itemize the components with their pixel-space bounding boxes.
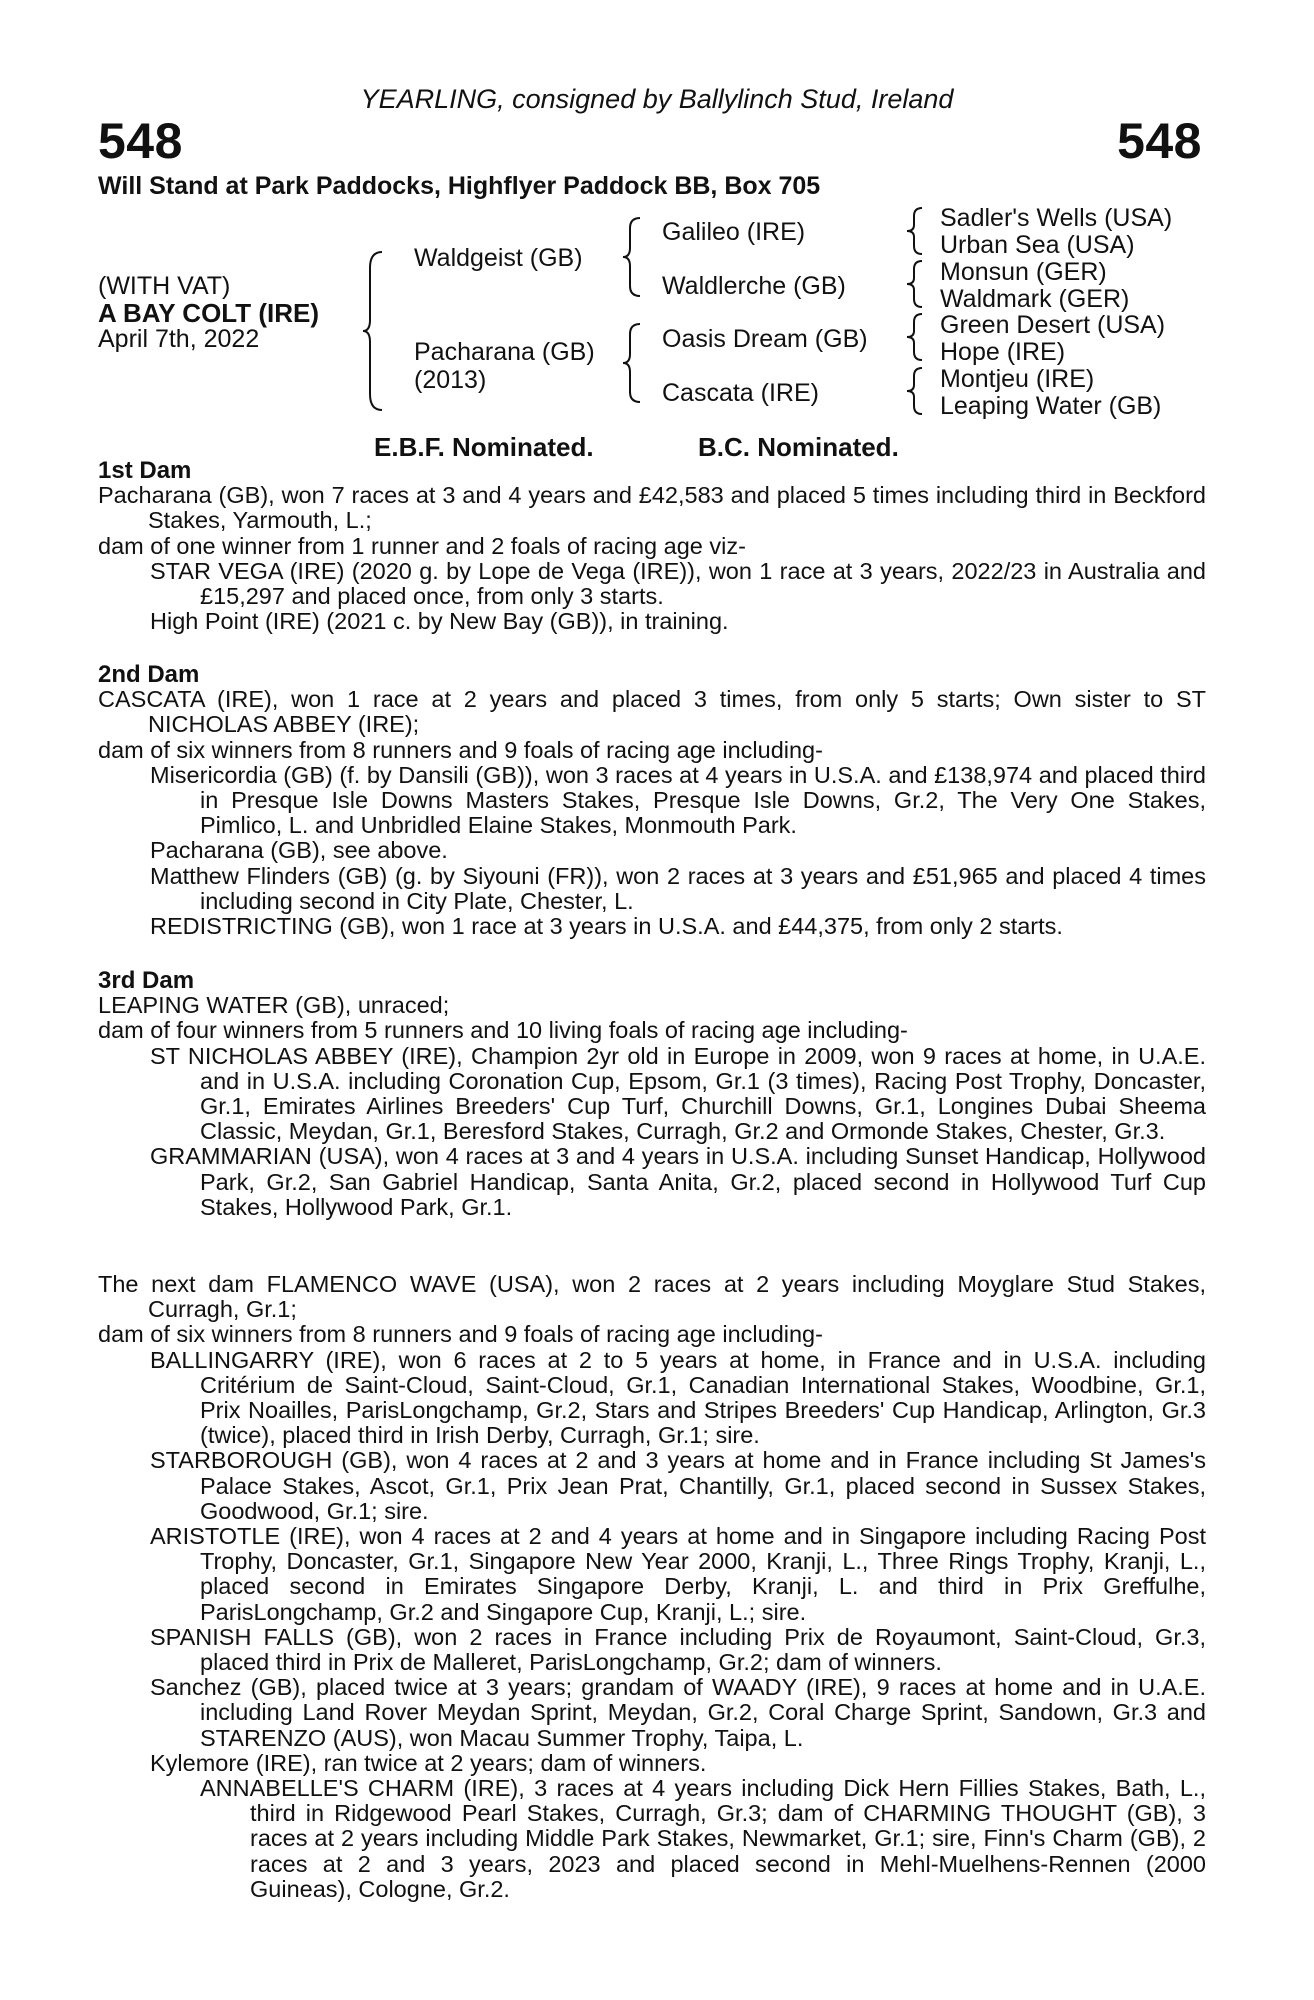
first-dam-foal-2: High Point (IRE) (2021 c. by New Bay (GB)), in training. — [150, 608, 729, 635]
next-dam-foal-1: BALLINGARRY (IRE), won 6 races at 2 to 5 years at home, in France and in U.S.A. including Critérium de Saint-Cloud, Saint-Cloud, Gr.1, Canadian International Stakes, Woodbine, Gr.1, Prix Noailles, ParisLongchamp, Gr.2, Stars and Stripes Breeders' Cup Handicap, Arlington, Gr.3 (twice), placed third in Irish Derby, Curragh, Gr.1; sire. — [150, 1346, 1206, 1449]
pedigree-brace-dam — [622, 322, 642, 404]
pedigree-brace-sire — [622, 216, 642, 298]
third-dam-section — [98, 968, 1206, 1220]
pedigree-g3-7: Montjeu (IRE) — [940, 365, 1095, 393]
second-dam-foal-3: Matthew Flinders (GB) (g. by Siyouni (FR)), won 2 races at 3 years and £51,965 and placed 4 times including second in City Plate, Chester, L. — [150, 862, 1206, 914]
lot-number-right: 548 — [1117, 113, 1202, 169]
pedigree-brace-g4 — [906, 366, 926, 416]
first-dam-record: Pacharana (GB), won 7 races at 3 and 4 years and £42,583 and placed 5 times including third in Beckford Stakes, Yarmouth, L.; — [98, 482, 1206, 534]
second-dam-record: CASCATA (IRE), won 1 race at 2 years and placed 3 times, from only 5 starts; Own sister to ST NICHOLAS ABBEY (IRE); — [98, 686, 1206, 738]
first-dam-foal-1: STAR VEGA (IRE) (2020 g. by Lope de Vega (IRE)), won 1 race at 3 years, 2022/23 in Australia and £15,297 and placed once, from only 3 starts. — [150, 557, 1206, 610]
second-dam-section — [98, 662, 1206, 939]
pedigree-g3-1: Sadler's Wells (USA) — [940, 204, 1173, 232]
pedigree-dam-dam: Cascata (IRE) — [662, 379, 819, 407]
first-dam-produce-summary: dam of one winner from 1 runner and 2 foals of racing age viz- — [98, 532, 746, 559]
pedigree-brace-g3 — [906, 312, 926, 362]
ebf-nomination: E.B.F. Nominated. — [374, 432, 594, 462]
next-dam-foal-2: STARBOROUGH (GB), won 4 races at 2 and 3 years at home and in France including St James's Palace Stakes, Ascot, Gr.1, Prix Jean Prat, Chantilly, Gr.1, placed second in Sussex Stakes, Goodwood, Gr.1; sire. — [150, 1447, 1206, 1524]
pedigree-brace-g1 — [906, 206, 926, 256]
next-dam-section — [98, 1272, 1206, 1902]
first-dam-section — [98, 458, 1206, 634]
pedigree-sire-dam: Waldlerche (GB) — [662, 272, 846, 300]
pedigree-g3-2: Urban Sea (USA) — [940, 231, 1135, 259]
next-dam-foal-4: SPANISH FALLS (GB), won 2 races in France including Prix de Royaumont, Saint-Cloud, Gr.3, placed third in Prix de Malleret, ParisLongchamp, Gr.2; dam of winners. — [150, 1623, 1206, 1676]
third-dam-foal-2: GRAMMARIAN (USA), won 4 races at 3 and 4 years in U.S.A. including Sunset Handicap, Hollywood Park, Gr.2, San Gabriel Handicap, Santa Anita, Gr.2, placed second in Hollywood Turf Cup Stakes, Hollywood Park, Gr.1. — [150, 1143, 1206, 1220]
second-dam-foal-4: REDISTRICTING (GB), won 1 race at 3 years in U.S.A. and £44,375, from only 2 starts. — [150, 913, 1063, 940]
pedigree-g3-4: Waldmark (GER) — [940, 285, 1130, 313]
first-dam-heading: 1st Dam — [98, 457, 192, 484]
pedigree-brace-main — [362, 250, 384, 412]
stand-location: Will Stand at Park Paddocks, Highflyer Paddock BB, Box 705 — [98, 172, 821, 200]
third-dam-foal-1: ST NICHOLAS ABBEY (IRE), Champion 2yr old in Europe in 2009, won 9 races at home, in U.A.E. and in U.S.A. including Coronation Cup, Epsom, Gr.1 (3 times), Racing Post Trophy, Doncaster, Gr.1, Emirates Airlines Breeders' Cup Turf, Churchill Downs, Gr.1, Longines Dubai Sheema Classic, Meydan, Gr.1, Beresford Stakes, Curragh, Gr.2 and Ormonde Stakes, Chester, Gr.3. — [150, 1042, 1206, 1145]
next-dam-foal-6: Kylemore (IRE), ran twice at 2 years; dam of winners. — [150, 1749, 707, 1776]
second-dam-foal-1: Misericordia (GB) (f. by Dansili (GB)), won 3 races at 4 years in U.S.A. and £138,974 and placed third in Presque Isle Downs Masters Stakes, Presque Isle Downs, Gr.2, The Very One Stakes, Pimlico, L. and Unbridled Elaine Stakes, Monmouth Park. — [150, 761, 1206, 839]
horse-name: A BAY COLT (IRE) — [98, 298, 320, 328]
catalogue-header: YEARLING, consigned by Ballylinch Stud, Ireland — [360, 84, 954, 114]
third-dam-record: LEAPING WATER (GB), unraced; — [98, 992, 450, 1019]
next-dam-record: The next dam FLAMENCO WAVE (USA), won 2 races at 2 years including Moyglare Stud Stakes, Curragh, Gr.1; — [98, 1271, 1206, 1323]
next-dam-produce-summary: dam of six winners from 8 runners and 9 foals of racing age including- — [98, 1321, 823, 1348]
pedigree-g3-8: Leaping Water (GB) — [940, 392, 1162, 420]
pedigree-sire-sire: Galileo (IRE) — [662, 218, 806, 246]
pedigree-brace-g2 — [906, 259, 926, 309]
pedigree-sire: Waldgeist (GB) — [414, 244, 583, 272]
foaling-date: April 7th, 2022 — [98, 325, 260, 353]
bc-nomination: B.C. Nominated. — [698, 432, 899, 462]
pedigree-g3-3: Monsun (GER) — [940, 258, 1107, 286]
second-dam-produce-summary: dam of six winners from 8 runners and 9 foals of racing age including- — [98, 736, 823, 763]
third-dam-heading: 3rd Dam — [98, 967, 195, 994]
vat-note: (WITH VAT) — [98, 272, 231, 300]
pedigree-dam-year: (2013) — [414, 366, 487, 394]
second-dam-foal-2: Pacharana (GB), see above. — [150, 837, 448, 864]
pedigree-dam: Pacharana (GB) — [414, 338, 595, 366]
next-dam-foal-5: Sanchez (GB), placed twice at 3 years; grandam of WAADY (IRE), 9 races at home and in U.A.E. including Land Rover Meydan Sprint, Meydan, Gr.2, Coral Charge Sprint, Sandown, Gr.3 and STARENZO (AUS), won Macau Summer Trophy, Taipa, L. — [150, 1674, 1206, 1751]
pedigree-dam-sire: Oasis Dream (GB) — [662, 325, 868, 353]
lot-number-left: 548 — [98, 113, 183, 169]
pedigree-g3-6: Hope (IRE) — [940, 338, 1066, 366]
next-dam-grandfoal-1: ANNABELLE'S CHARM (IRE), 3 races at 4 years including Dick Hern Fillies Stakes, Bath, L., third in Ridgewood Pearl Stakes, Curragh, Gr.3; dam of CHARMING THOUGHT (GB), 3 races at 2 years including Middle Park Stakes, Newmarket, Gr.1; sire, Finn's Charm (GB), 2 races at 2 and 3 years, 2023 and placed second in Mehl-Muelhens-Rennen (2000 Guineas), Cologne, Gr.2. — [200, 1775, 1206, 1902]
third-dam-produce-summary: dam of four winners from 5 runners and 10 living foals of racing age including- — [98, 1017, 908, 1044]
next-dam-foal-3: ARISTOTLE (IRE), won 4 races at 2 and 4 years at home and in Singapore including Racing Post Trophy, Doncaster, Gr.1, Singapore New Year 2000, Kranji, L., Three Rings Trophy, Kranji, L., placed second in Emirates Singapore Derby, Kranji, L. and third in Prix Greffulhe, ParisLongchamp, Gr.2 and Singapore Cup, Kranji, L.; sire. — [150, 1523, 1206, 1625]
second-dam-heading: 2nd Dam — [98, 661, 200, 688]
pedigree-g3-5: Green Desert (USA) — [940, 311, 1166, 339]
